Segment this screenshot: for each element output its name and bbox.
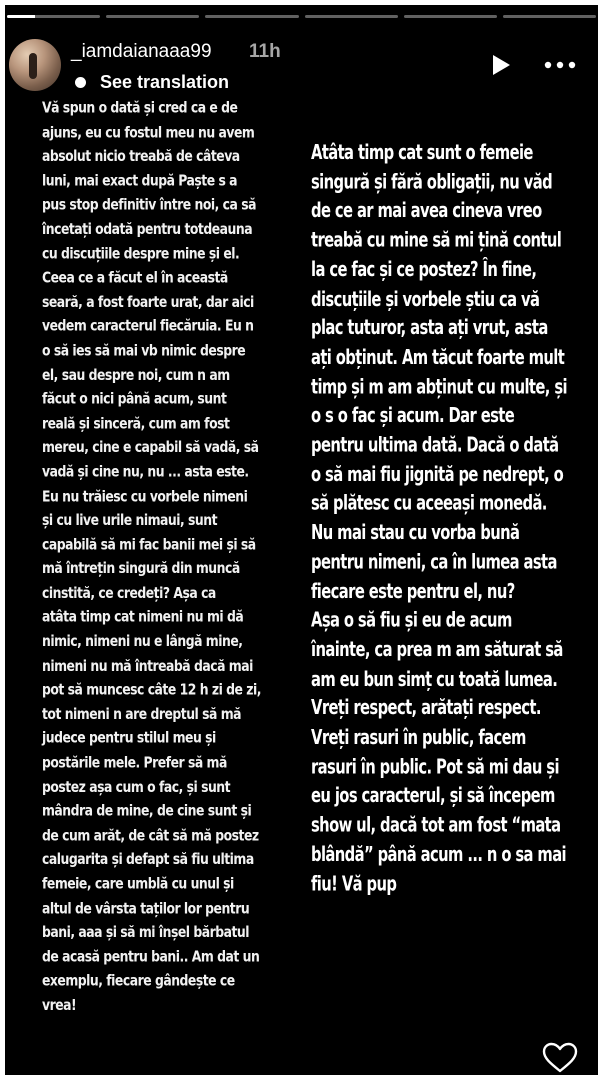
story-progress-segment [305, 15, 398, 18]
more-icon[interactable] [540, 55, 580, 75]
see-translation-link[interactable] [75, 72, 229, 93]
story-progress-segment [404, 15, 497, 18]
avatar-figure [29, 53, 37, 79]
story-progress-bar [7, 15, 596, 18]
avatar[interactable] [9, 39, 61, 91]
story-progress-segment [106, 15, 199, 18]
post-time: 11h [249, 41, 281, 62]
story-text-right: Atâta timp cat sunt o femeie singură și fără obligații, nu văd de ce ar mai avea cineva vreo treabă cu mine să mi țină contul la ce fac și ce postez? În fine, discuțiile și vorbele știu ca vă plac tuturor, asta ați vrut, asta ați obținut. Am tăcut foarte mult timp și m am abținut cu multe, și o s o fac și acum. Dar este pentru ultima dată. Dacă o dată o să mai fiu jignită pe nedrept, o să plătesc cu aceeași monedă. Nu mai stau cu vorba bună pentru nimeni, ca în lumea asta fiecare este pentru el, nu? Așa o să fiu și eu de acum înainte, ca prea m am săturat să am eu bun simț cu toată lumea. Vreți respect, arătați respect. Vreți rasuri în public, facem rasuri în public. Pot să mi dau și eu jos caracterul, și să începem show ul, dacă tot am fost “mata blândă” până acum ... n o sa mai fiu! Vă pup [311, 140, 567, 896]
story-text-left: Vă spun o dată și cred ca e de ajuns, eu cu fostul meu nu avem absolut nicio treabă de câteva luni, mai exact după Paște s a pus stop definitiv între noi, ca să încetați odată pentru totdeauna cu discuțiile despre mine și el. Ceea ce a făcut el în această seară, a fost foarte urat, dar aici vedem caracterul fiecăruia. Eu n o să ies să mai vb nimic despre el, sau despre noi, cum n am făcut o nici până acum, sunt reală și sinceră, cum am fost mereu, cine e capabil să vadă, să vadă și cine nu, nu ... asta este. Eu nu trăiesc cu vorbele nimeni și cu live urile nimaui, sunt capabilă să mi fac banii mei și să mă întrețin singură din muncă cinstită, ce credeți? Așa ca atâta timp cat nimeni nu mi dă nimic, nimeni nu e lângă mine, nimeni nu mă întreabă dacă mai pot să muncesc câte 12 h zi de zi, tot nimeni n are dreptul să mă judece pentru stilul meu și postările mele. Prefer să mă postez așa cum o fac, și sunt mândra de mine, de cine sunt și de cum arăt, de cât să mă postez calugarita și defapt să fiu ultima femeie, care umblă cu unul și altul de vârsta taților lor pentru bani, aaa și să mi înșel bărbatul de acasă pentru bani.. Am dat un exemplu, fiecare gândește ce vrea! [42, 99, 261, 1015]
story-viewer [5, 5, 598, 1075]
heart-icon[interactable] [542, 1042, 578, 1074]
play-icon[interactable] [493, 55, 510, 75]
story-progress-segment [205, 15, 298, 18]
story-progress-segment [7, 15, 100, 18]
username[interactable]: _iamdaianaaa99 [71, 41, 212, 62]
see-translation-label: See translation [100, 72, 230, 92]
translate-dot-icon [75, 77, 86, 88]
story-progress-fill [7, 15, 35, 18]
story-progress-segment [503, 15, 596, 18]
